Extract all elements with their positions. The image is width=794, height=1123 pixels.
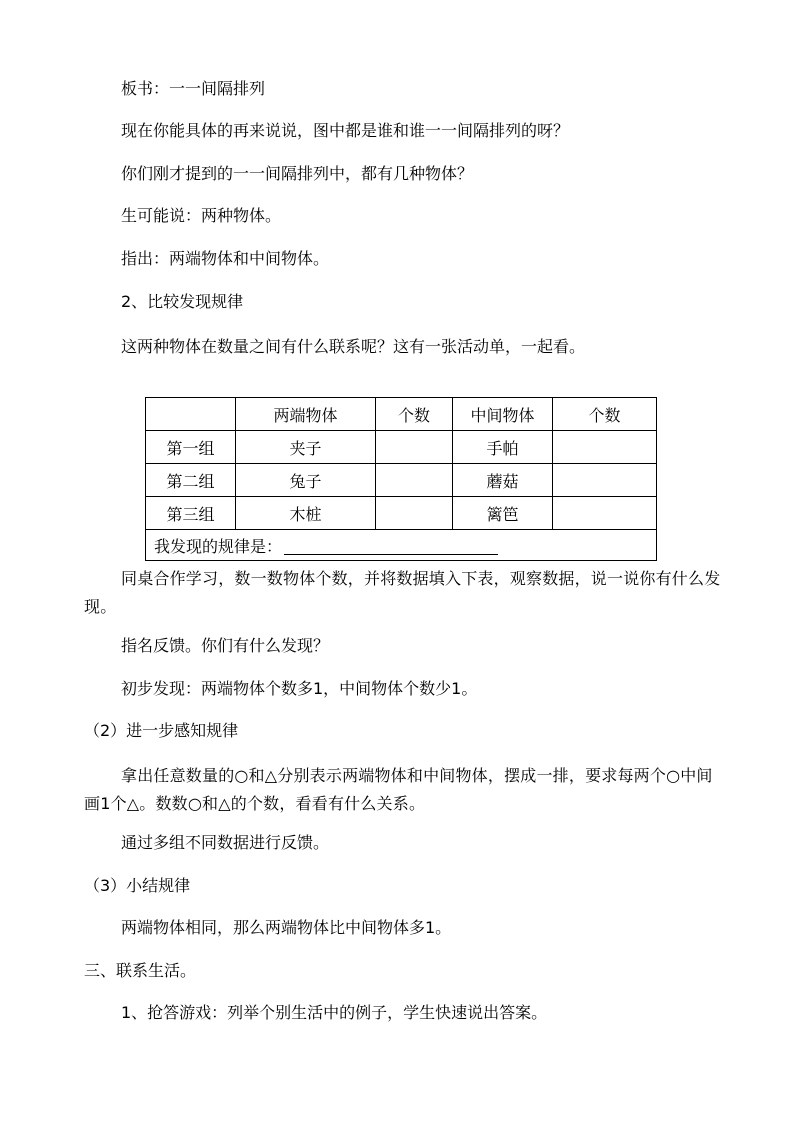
table-header-row (146, 398, 657, 431)
group-label: 第三组 (146, 497, 236, 530)
end-count-cell (376, 497, 453, 530)
line-section-summary: （3）小结规律 (84, 876, 191, 895)
line-rule-summary: 两端物体相同，那么两端物体比中间物体多1。 (121, 918, 452, 937)
middle-count-cell (553, 464, 657, 497)
line-point-out: 指出：两端物体和中间物体。 (121, 249, 330, 268)
table-footer-row (146, 530, 657, 561)
line-question-who: 现在你能具体的再来说说，图中都是谁和谁一一间隔排列的呀？ (121, 121, 570, 140)
paragraph-shapes-task: 拿出任意数量的○和△分别表示两端物体和中间物体，摆成一排，要求每两个○中间画1个△。数数○和△的个数，看看有什么关系。 (84, 766, 713, 813)
header-cell-empty (146, 398, 236, 431)
group-label: 第一组 (146, 431, 236, 464)
line-multi-feedback: 通过多组不同数据进行反馈。 (121, 833, 330, 852)
finding-cell (146, 530, 657, 561)
table-row (146, 431, 657, 464)
line-quiz-game: 1、抢答游戏：列举个别生活中的例子，学生快速说出答案。 (121, 1003, 548, 1022)
line-section-life: 三、联系生活。 (84, 961, 197, 980)
activity-table (145, 397, 657, 561)
header-cell-middle-object: 中间物体 (453, 398, 553, 431)
table-row (146, 497, 657, 530)
line-feedback: 指名反馈。你们有什么发现？ (121, 636, 330, 655)
end-object-cell: 木桩 (236, 497, 376, 530)
line-section-compare: 2、比较发现规律 (121, 292, 244, 311)
group-label: 第二组 (146, 464, 236, 497)
end-object-cell: 夹子 (236, 431, 376, 464)
end-count-cell (376, 431, 453, 464)
end-count-cell (376, 464, 453, 497)
line-activity-intro: 这两种物体在数量之间有什么联系呢？这有一张活动单，一起看。 (121, 337, 586, 356)
header-cell-end-count: 个数 (376, 398, 453, 431)
table-row (146, 464, 657, 497)
finding-label: 我发现的规律是： (154, 536, 283, 556)
finding-blank-line (284, 538, 498, 555)
end-object-cell: 兔子 (236, 464, 376, 497)
line-student-answer: 生可能说：两种物体。 (121, 206, 282, 225)
line-question-kinds: 你们刚才提到的一一间隔排列中，都有几种物体？ (121, 164, 474, 183)
middle-object-cell: 手帕 (453, 431, 553, 464)
line-board-writing: 板书：一一间隔排列 (121, 79, 266, 98)
header-cell-middle-count: 个数 (553, 398, 657, 431)
line-section-perceive: （2）进一步感知规律 (84, 721, 239, 740)
paragraph-pair-work: 同桌合作学习，数一数物体个数，并将数据填入下表，观察数据，说一说你有什么发现。 (84, 569, 721, 616)
middle-count-cell (553, 431, 657, 464)
line-initial-finding: 初步发现：两端物体个数多1，中间物体个数少1。 (121, 679, 478, 698)
middle-object-cell: 篱笆 (453, 497, 553, 530)
header-cell-end-object: 两端物体 (236, 398, 376, 431)
middle-count-cell (553, 497, 657, 530)
middle-object-cell: 蘑菇 (453, 464, 553, 497)
